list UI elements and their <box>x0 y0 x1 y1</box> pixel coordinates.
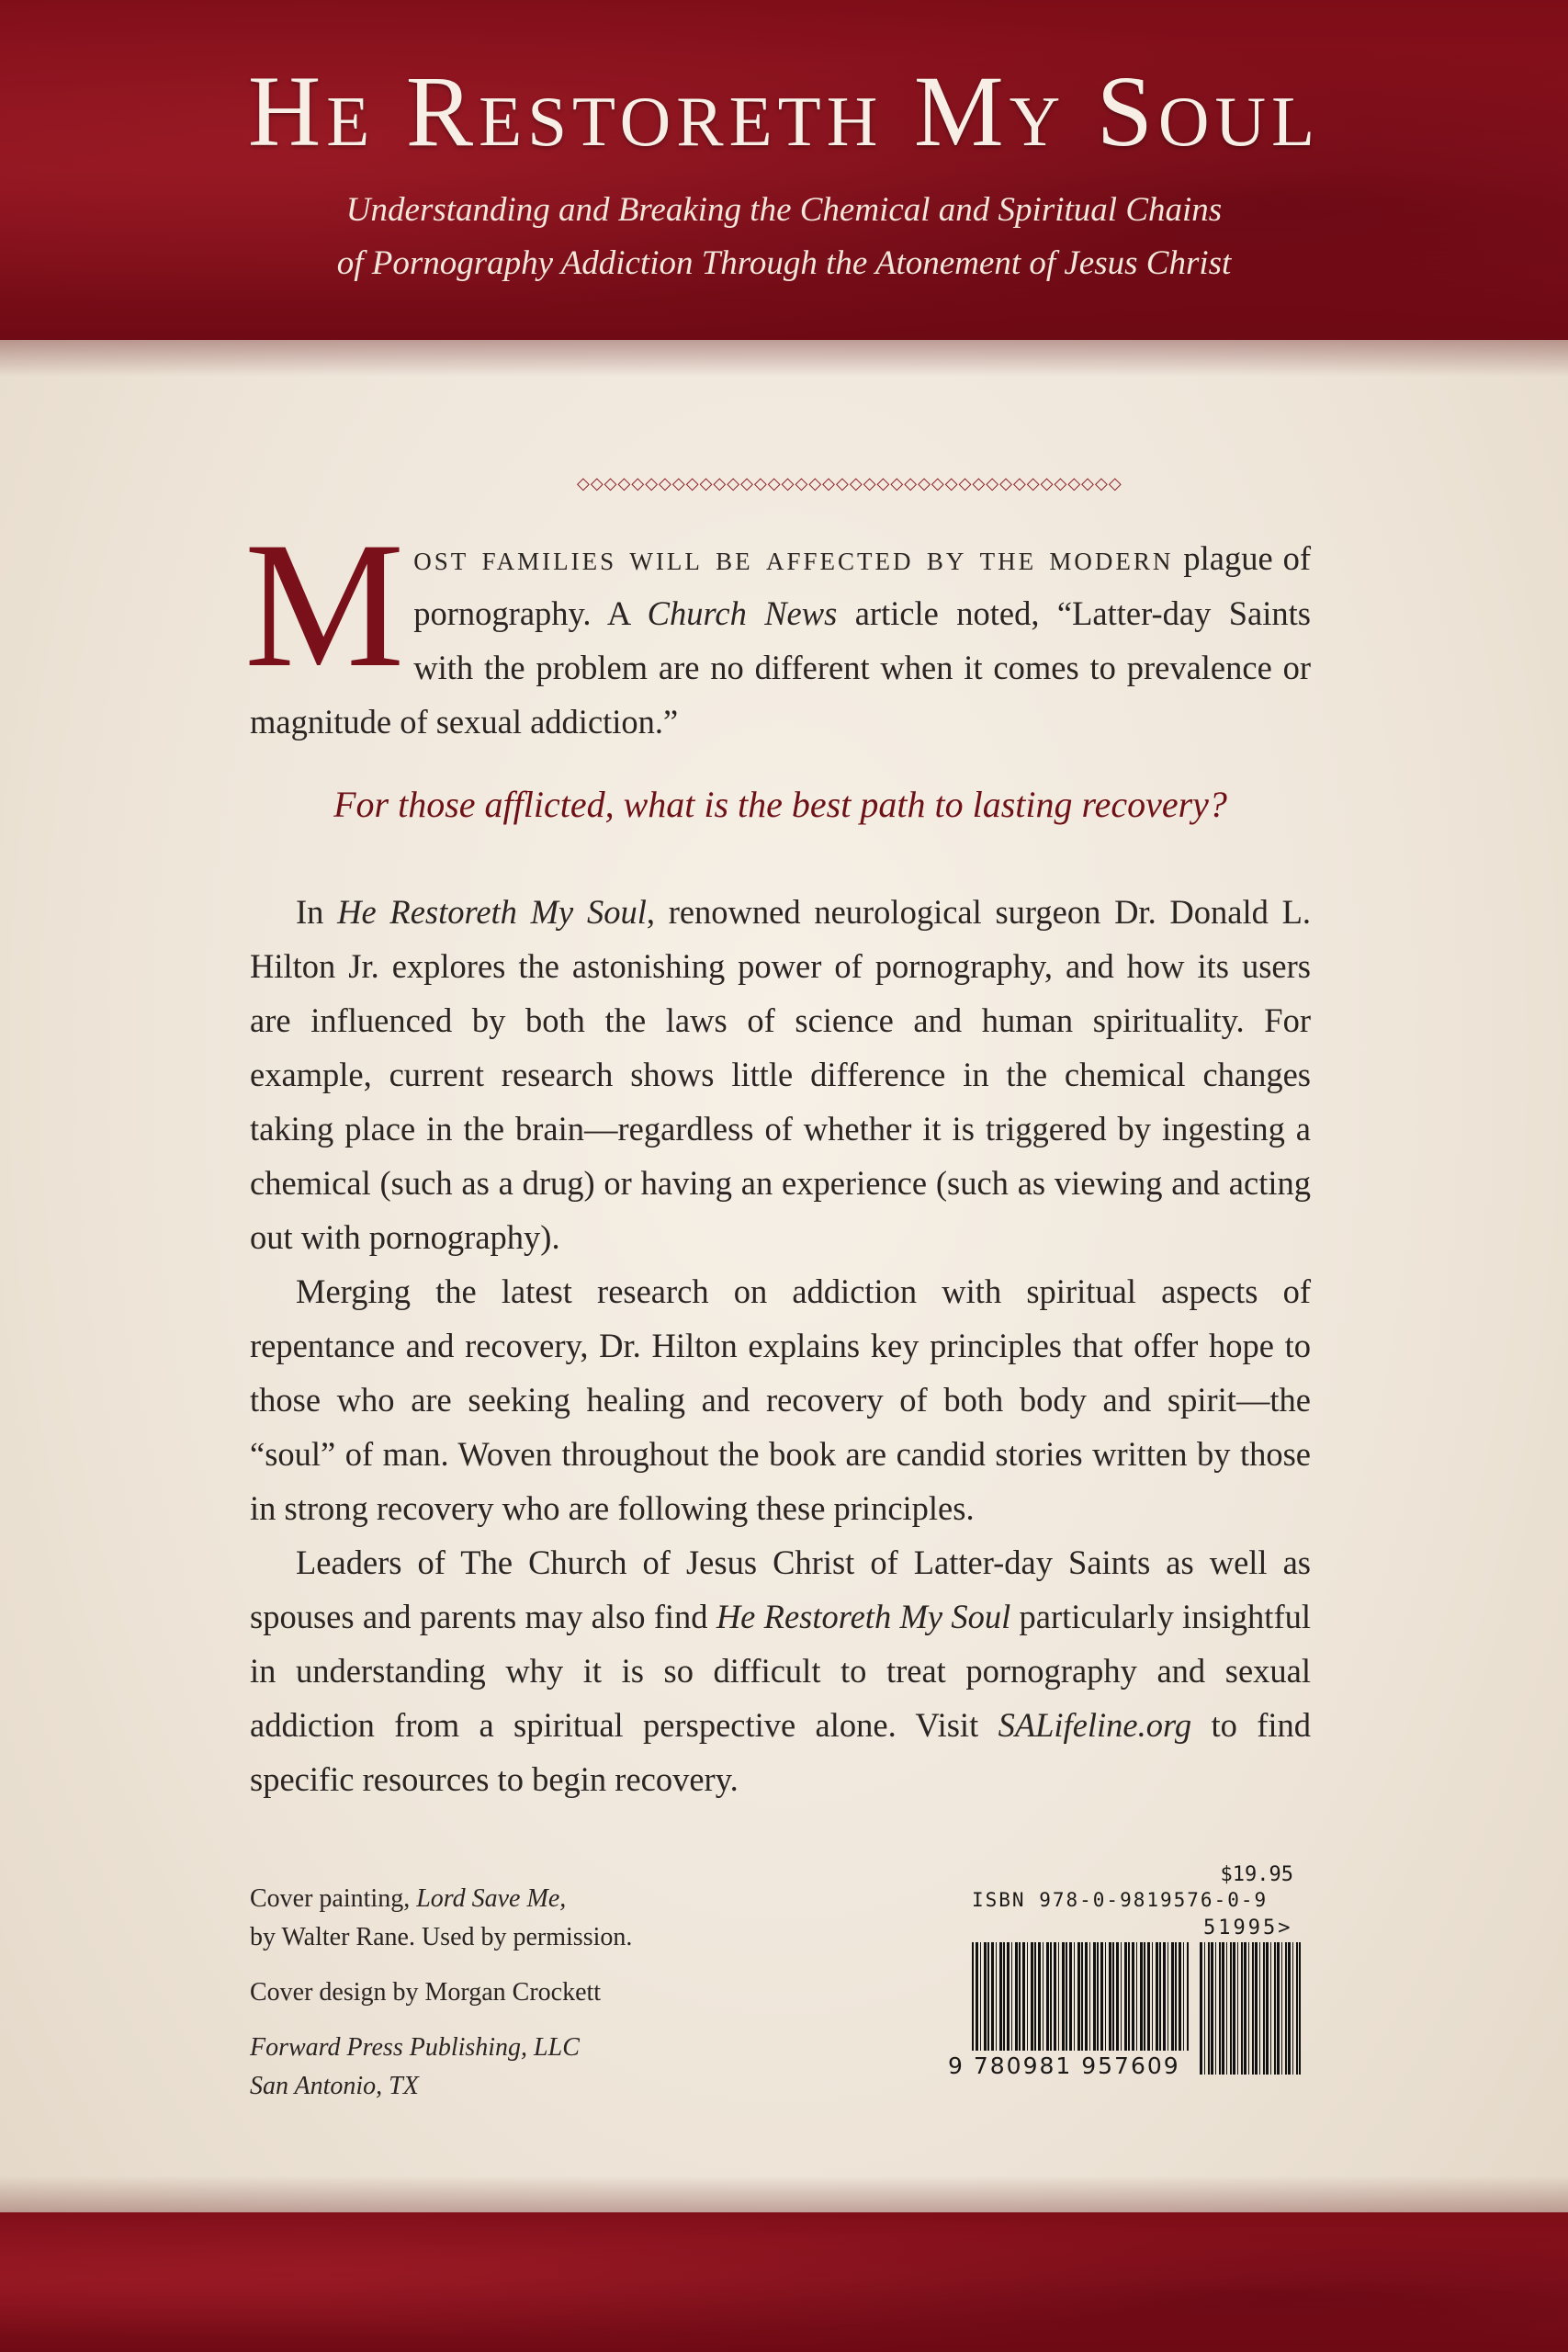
isbn-label: ISBN 978-0-9819576-0-9 <box>972 1889 1269 1911</box>
intro-italic-source: Church News <box>647 594 838 632</box>
p1-rest: , renowned neurological surgeon Dr. Donald L. Hilton Jr. explores the astonishing power of pornography, and how its users are influenced by both the laws of science and human spirituality. For example, current research shows little difference in the chemical changes taking place in the brain—regardless of whether it is triggered by ingesting a chemical (such as a drug) or having an experience (such as viewing and acting out with pornography). <box>250 893 1311 1256</box>
barcode-icon <box>972 1942 1189 2051</box>
painting-by: by Walter Rane. Used by permission. <box>250 1923 633 1951</box>
subtitle-line-2: of Pornography Addiction Through the Atonement of Jesus Christ <box>336 244 1232 282</box>
paragraph-3 <box>250 1535 1311 1806</box>
barcode-digits: 9 780981 957609 <box>948 2052 1180 2079</box>
p3-start: Leaders of The Church of Jesus Christ of Latter-day Saints as well as spouses and parents may also find <box>250 1544 1311 1635</box>
publisher-name: Forward Press Publishing, LLC <box>250 2033 580 2062</box>
salifeline-link[interactable]: SALifeline.org <box>998 1706 1192 1744</box>
ornament-divider: ◇◇◇◇◇◇◇◇◇◇◇◇◇◇◇◇◇◇◇◇◇◇◇◇◇◇◇◇◇◇◇◇◇◇◇◇◇◇◇◇ <box>577 474 1122 492</box>
bottom-banner <box>0 2212 1568 2352</box>
book-title: He Restoreth My Soul <box>247 55 1321 167</box>
credits-block <box>250 1880 728 2122</box>
intro-text-1: plague of pornography. A <box>413 539 1312 632</box>
top-banner <box>0 0 1568 340</box>
publisher-credit <box>250 2029 728 2106</box>
intro-text-2: article noted, “Latter-day Saints with the problem are no different when it comes to prevalence or magnitude of sexual addiction.” <box>250 594 1311 741</box>
painting-credit <box>250 1880 728 1957</box>
intro-small-caps: ost families will be affected by the modern <box>413 539 1174 578</box>
p1-start: In <box>296 893 338 931</box>
painting-title: Lord Save Me, <box>416 1884 567 1913</box>
drop-cap: M <box>244 505 405 705</box>
book-subtitle <box>0 184 1568 290</box>
barcode-block <box>944 1863 1330 2084</box>
addon-barcode-icon <box>1200 1942 1301 2075</box>
painting-prefix: Cover painting, <box>250 1884 417 1913</box>
p3-book-title: He Restoreth My Soul <box>716 1598 1011 1635</box>
design-credit: Cover design by Morgan Crockett <box>250 1978 602 2007</box>
question-heading: For those afflicted, what is the best path to lasting recovery? <box>333 784 1227 825</box>
subtitle-line-1: Understanding and Breaking the Chemical and Spiritual Chains <box>345 191 1223 229</box>
p1-book-title: He Restoreth My Soul <box>337 893 647 931</box>
paragraph-2: Merging the latest research on addiction with spiritual aspects of repentance and recovery, Dr. Hilton explains key principles that offer hope to those who are seeking healing and recovery of both body and spirit—the “soul” of man. Woven throughout the book are candid stories written by those in strong recovery who are following these principles. <box>250 1272 1311 1527</box>
publisher-location: San Antonio, TX <box>250 2072 419 2100</box>
intro-paragraph <box>244 505 1312 749</box>
p3-end: to find specific resources to begin recovery. <box>250 1706 1312 1798</box>
description-body <box>250 885 1311 1806</box>
addon-number: 51995> <box>1203 1917 1293 1939</box>
price-label: $19.95 <box>1220 1863 1293 1886</box>
paragraph-1 <box>250 885 1311 1264</box>
p3-mid: particularly insightful in understanding why it is so difficult to treat pornography and sexual addiction from a spiritual perspective alone. Visit <box>250 1598 1311 1744</box>
